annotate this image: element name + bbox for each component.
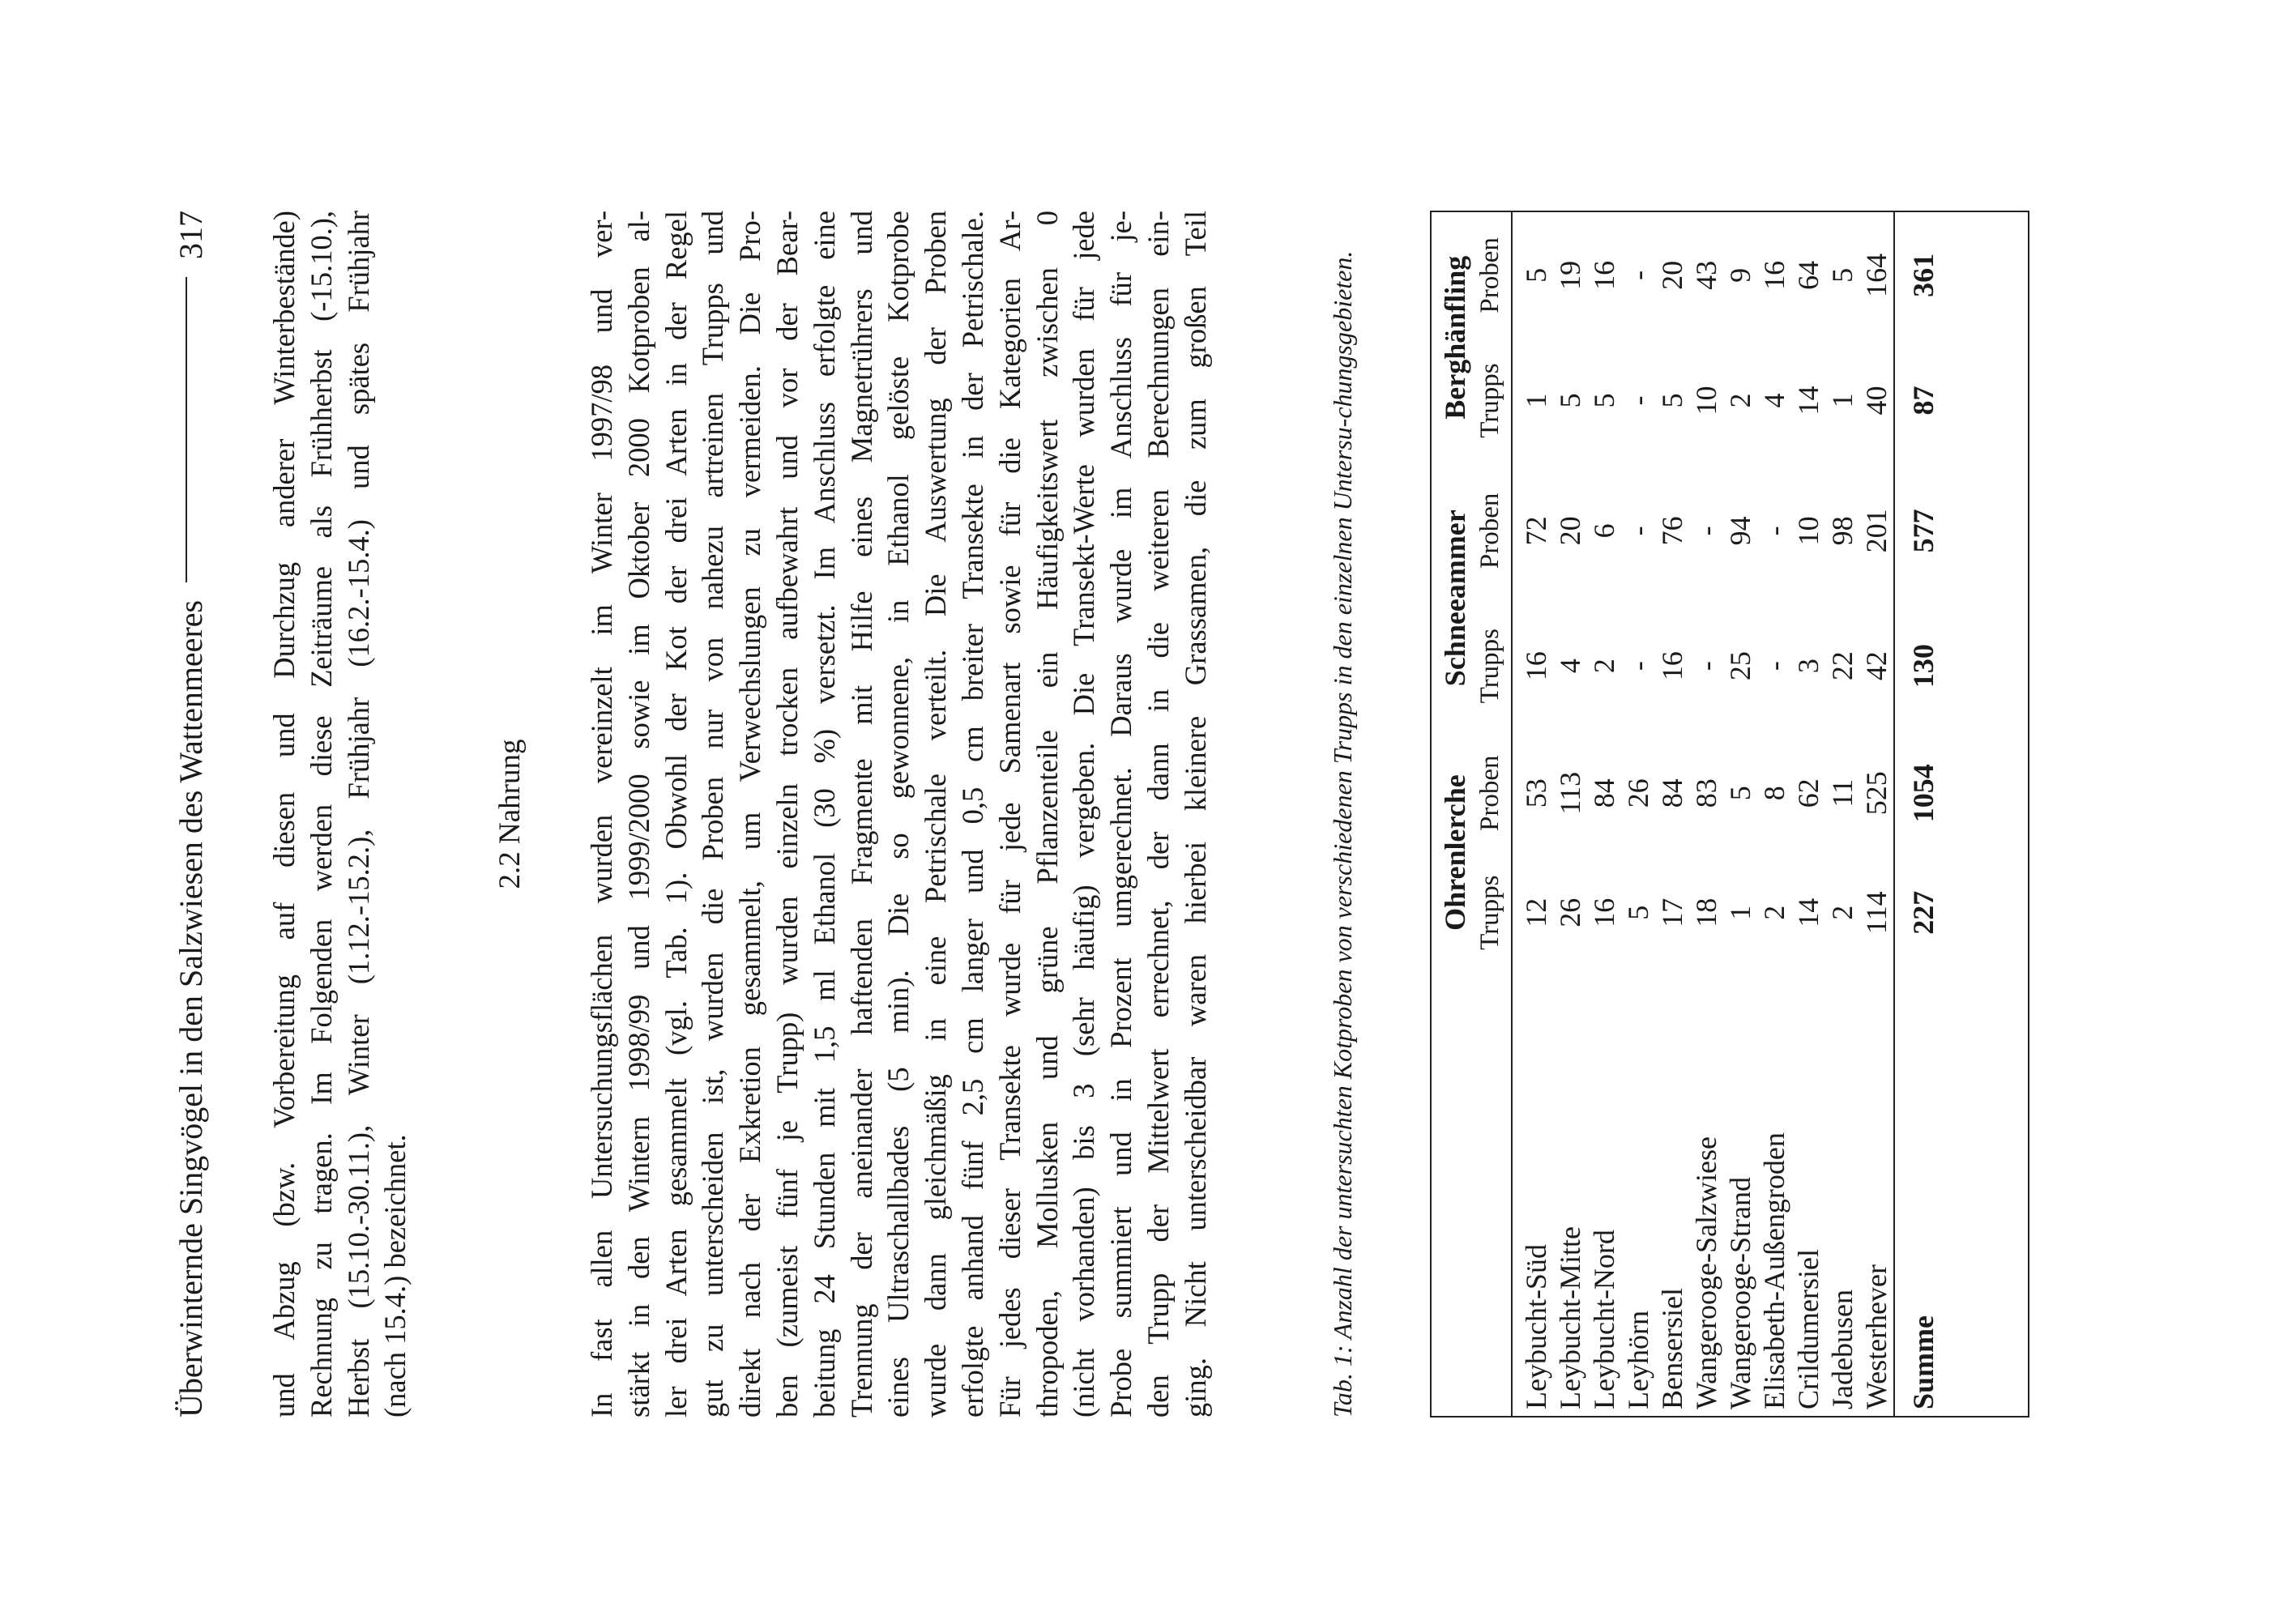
table-sub-header <box>1475 212 1512 1416</box>
location-cell: Leybucht-Mitte <box>1554 1226 1586 1409</box>
value-cell: 12 <box>1512 853 1553 972</box>
value-cell: 14 <box>1792 897 1824 927</box>
value-cell: - <box>1690 661 1722 671</box>
text-line: (nicht vorhanden) bis 3 (sehr häufig) vergeben. Die Transekt-Werte wurden für jede <box>1067 211 1101 1418</box>
value-cell: 16 <box>1656 651 1688 681</box>
value-cell: 19 <box>1554 260 1586 290</box>
section-heading: 2.2 Nahrung <box>493 739 527 889</box>
value-cell: - <box>1758 526 1790 536</box>
column-header: Trupps <box>1475 629 1504 704</box>
location-cell: Leyhörn <box>1622 1311 1654 1409</box>
value-cell: 53 <box>1512 733 1553 853</box>
table-row <box>1655 212 1689 1416</box>
value-cell: 83 <box>1690 778 1722 808</box>
value-cell: 4 <box>1554 659 1586 674</box>
location-cell: Leybucht-Nord <box>1588 1230 1620 1409</box>
text-line: wurde dann gleichmäßig in eine Petrischale verteilt. Die Auswertung der Proben <box>919 211 953 1418</box>
table-row <box>1757 212 1791 1416</box>
value-cell: 16 <box>1588 897 1620 927</box>
value-cell: 64 <box>1792 260 1824 290</box>
header-rule <box>186 277 187 582</box>
table-row <box>1621 212 1655 1416</box>
column-header: Proben <box>1475 237 1504 313</box>
value-cell: 9 <box>1724 267 1756 283</box>
text-line: (nach 15.4.) bezeichnet. <box>378 1134 412 1418</box>
sum-value-cell: 227 <box>1894 853 1955 972</box>
sum-value-cell: 577 <box>1894 463 1955 599</box>
text-line: direkt nach der Exkretion gesammelt, um Verwechslungen zu vermeiden. Die Pro- <box>733 211 767 1418</box>
value-cell: 525 <box>1860 771 1893 816</box>
table-corner <box>1432 972 1475 1416</box>
value-cell: 16 <box>1512 599 1553 733</box>
text-line: Trennung der aneinander haftenden Fragmente mit Hilfe eines Magnetrührers und <box>844 211 878 1418</box>
value-cell: 1 <box>1826 393 1859 408</box>
running-header <box>172 211 210 1418</box>
data-table <box>1430 211 2029 1418</box>
value-cell: 43 <box>1690 260 1722 290</box>
value-cell: 11 <box>1826 778 1859 808</box>
value-cell: 6 <box>1588 523 1620 539</box>
column-header: Proben <box>1475 492 1504 569</box>
table-group-header <box>1432 212 1475 1416</box>
value-cell: 10 <box>1690 386 1722 416</box>
location-cell: Westerhever <box>1860 1264 1893 1409</box>
text-line: stärkt in den Wintern 1998/99 und 1999/2000 sowie im Oktober 2000 Kotproben al- <box>621 211 655 1418</box>
text-line: Herbst (15.10.-30.11.), Winter (1.12.-15.2.), Frühjahr (16.2.-15.4.) und spätes Frühjahr <box>341 211 375 1418</box>
value-cell: 76 <box>1656 516 1688 546</box>
text-line: den Trupp der Mittelwert errechnet, der dann in die weiteren Berechnungen ein- <box>1141 211 1175 1418</box>
value-cell: 113 <box>1554 771 1586 815</box>
value-cell: 72 <box>1512 463 1553 599</box>
value-cell: 114 <box>1860 891 1893 935</box>
value-cell: 2 <box>1588 659 1620 674</box>
value-cell: 201 <box>1860 509 1893 553</box>
group-ohrenlerche: Ohrenlerche <box>1439 774 1471 931</box>
value-cell: 1 <box>1724 905 1756 920</box>
value-cell: 164 <box>1860 253 1893 297</box>
page-number: 317 <box>173 211 209 259</box>
text-line: Für jedes dieser Transekte wurde für jede Samenart sowie für die Kategorien Ar- <box>992 211 1026 1418</box>
value-cell: 26 <box>1622 778 1654 808</box>
text-line: In fast allen Untersuchungsflächen wurden vereinzelt im Winter 1997/98 und ver- <box>585 211 618 1418</box>
value-cell: 5 <box>1826 267 1859 283</box>
value-cell: 5 <box>1724 786 1756 801</box>
table-row <box>1723 212 1757 1416</box>
value-cell: 62 <box>1792 778 1824 808</box>
sum-value-cell: 130 <box>1894 599 1955 733</box>
text-line: beitung 24 Stunden mit 1,5 ml Ethanol (30 %) versetzt. Im Anschluss erfolgte eine <box>807 211 841 1418</box>
group-berghaenfling: Berghänfling <box>1439 255 1471 420</box>
value-cell: 3 <box>1792 659 1824 674</box>
table-row <box>1825 212 1859 1416</box>
value-cell: 16 <box>1588 260 1620 290</box>
value-cell: 84 <box>1656 778 1688 808</box>
table-corner <box>1475 972 1512 1416</box>
sum-value-cell: 1054 <box>1894 733 1955 853</box>
value-cell: - <box>1690 526 1722 536</box>
value-cell: 17 <box>1656 897 1688 927</box>
location-cell: Bensersiel <box>1656 1288 1688 1409</box>
table-row <box>1587 212 1621 1416</box>
value-cell: 16 <box>1758 260 1790 290</box>
value-cell: 8 <box>1758 786 1790 801</box>
column-header: Trupps <box>1475 363 1504 438</box>
value-cell: 26 <box>1554 897 1586 927</box>
group-schneeammer: Schneeammer <box>1439 509 1471 687</box>
value-cell: 98 <box>1826 516 1859 546</box>
value-cell: 2 <box>1826 905 1859 920</box>
text-line: Rechnung zu tragen. Im Folgenden werden diese Zeiträume als Frühherbst (-15.10.), <box>304 211 338 1418</box>
value-cell: 18 <box>1690 897 1722 927</box>
paragraph-nahrung <box>583 211 1214 1418</box>
text-line: erfolgte anhand fünf 2,5 cm langer und 0,5 cm breiter Transekte in der Petrischale. <box>955 211 989 1418</box>
value-cell: 22 <box>1826 651 1859 681</box>
location-cell: Leybucht-Süd <box>1512 972 1553 1416</box>
value-cell: 40 <box>1860 386 1893 416</box>
location-cell: Wangerooge-Salzwiese <box>1690 1136 1722 1409</box>
value-cell: 5 <box>1588 393 1620 408</box>
text-line: ben (zumeist fünf je Trupp) wurden einzeln trocken aufbewahrt und vor der Bear- <box>770 211 804 1418</box>
value-cell: 5 <box>1656 393 1688 408</box>
value-cell: 14 <box>1792 386 1824 416</box>
table-sum-row <box>1894 212 1955 1416</box>
column-header: Proben <box>1475 755 1504 832</box>
value-cell: - <box>1622 270 1654 280</box>
value-cell: - <box>1622 395 1654 406</box>
value-cell: 84 <box>1588 778 1620 808</box>
table-row <box>1791 212 1825 1416</box>
text-line: thropoden, Mollusken und grüne Pflanzenteile ein Häufigkeitswert zwischen 0 <box>1030 211 1064 1418</box>
location-cell: Elisabeth-Außengroden <box>1758 1132 1790 1409</box>
text-line: eines Ultraschallbades (5 min). Die so gewonnene, in Ethanol gelöste Kotprobe <box>881 211 915 1418</box>
value-cell: 10 <box>1792 516 1824 546</box>
value-cell: 20 <box>1554 516 1586 546</box>
text-line: ging. Nicht unterscheidbar waren hierbei kleinere Grassamen, die zum großen Teil <box>1178 211 1212 1418</box>
value-cell: 5 <box>1512 212 1553 339</box>
table-row <box>1553 212 1587 1416</box>
value-cell: 5 <box>1622 905 1654 920</box>
column-header: Trupps <box>1475 875 1504 950</box>
value-cell: 42 <box>1860 651 1893 681</box>
value-cell: - <box>1622 526 1654 536</box>
table-caption: Tab. 1: Anzahl der untersuchten Kotproben von verschiedenen Trupps in den einzelnen Untersu-chungsgebieten. <box>1328 250 1357 1418</box>
table-row <box>1512 212 1553 1416</box>
location-cell: Crildumersiel <box>1792 1249 1824 1409</box>
value-cell: 1 <box>1512 339 1553 463</box>
location-cell: Wangerooge-Strand <box>1724 1177 1756 1409</box>
sum-value-cell: 87 <box>1894 339 1955 463</box>
value-cell: 2 <box>1724 393 1756 408</box>
value-cell: - <box>1622 661 1654 671</box>
value-cell: 5 <box>1554 393 1586 408</box>
running-title: Überwinternde Singvögel in den Salzwiesen des Wattenmeeres <box>173 599 209 1418</box>
paragraph-intro <box>266 211 414 1418</box>
value-cell: 2 <box>1758 905 1790 920</box>
table-row <box>1859 212 1894 1416</box>
text-line: und Abzug (bzw. Vorbereitung auf diesen und Durchzug anderer Winterbestände) <box>267 211 301 1418</box>
value-cell: 4 <box>1758 393 1790 408</box>
value-cell: 94 <box>1724 516 1756 546</box>
sum-value-cell: 361 <box>1894 212 1955 339</box>
location-cell: Jadebusen <box>1826 1290 1859 1409</box>
text-line: ler drei Arten gesammelt (vgl. Tab. 1). Obwohl der Kot der drei Arten in der Regel <box>659 211 693 1418</box>
sum-label: Summe <box>1894 972 1955 1416</box>
text-line: Probe summiert und in Prozent umgerechnet. Daraus wurde im Anschluss für je- <box>1104 211 1138 1418</box>
text-line: gut zu unterscheiden ist, wurden die Proben nur von nahezu artreinen Trupps und <box>696 211 730 1418</box>
value-cell: - <box>1758 661 1790 671</box>
table-row <box>1689 212 1723 1416</box>
value-cell: 25 <box>1724 651 1756 681</box>
value-cell: 20 <box>1656 260 1688 290</box>
